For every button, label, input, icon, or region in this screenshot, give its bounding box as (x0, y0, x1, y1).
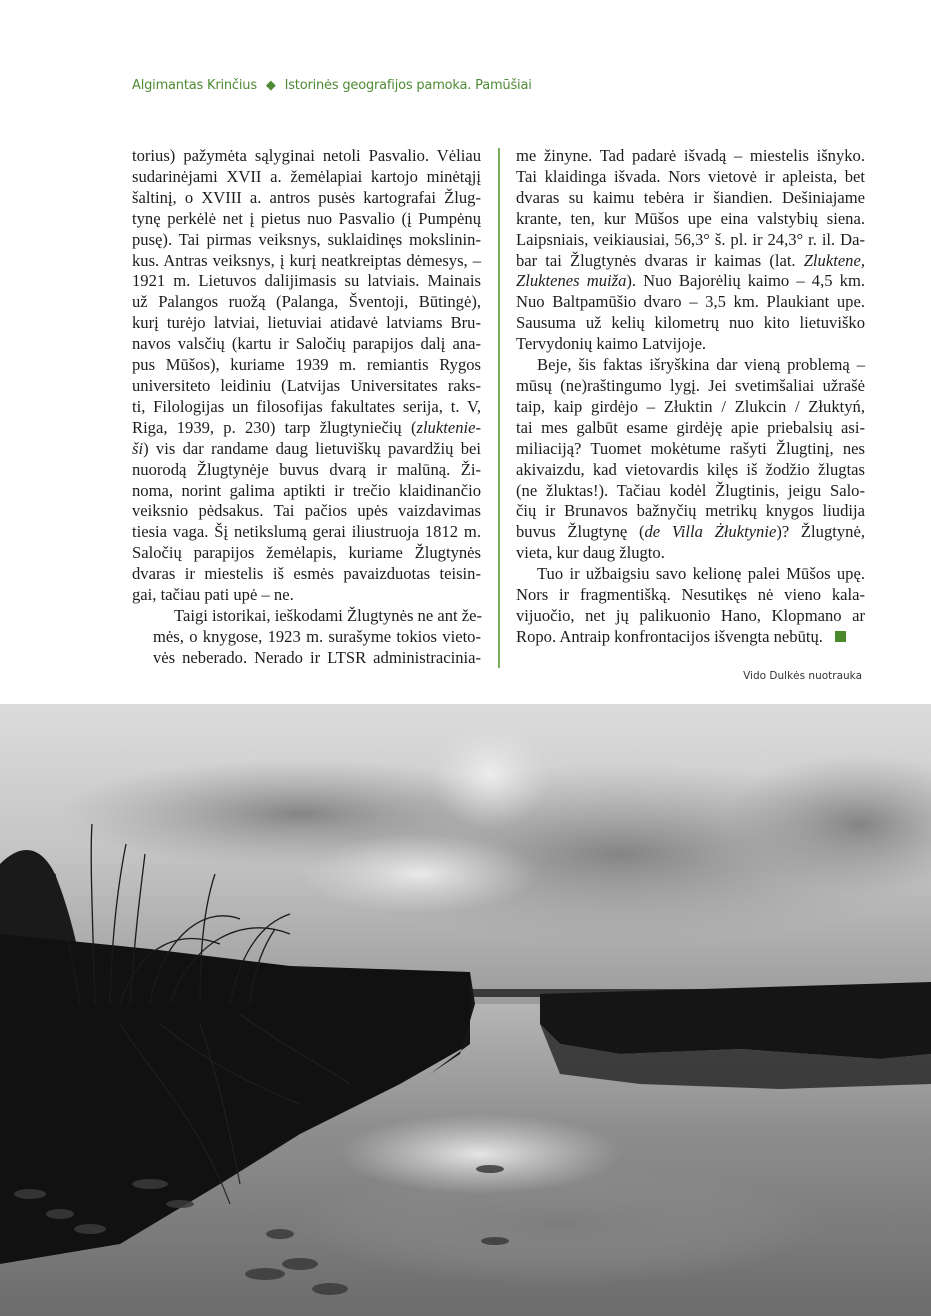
header-author: Algimantas Krinčius (132, 78, 257, 93)
text-line: me žinyne. Tad padarė išvadą – miestelis išnyko. (516, 146, 865, 165)
text-line: Saločių parapijos žemėlapis, kuriame Žlugtynės (132, 543, 481, 563)
text-line: akivaizdu, kad vietovardis kilęs iš žodžio žlugtas (516, 459, 865, 479)
text-line: noma, norint galima aptikti ir trečio klaidinančio (132, 480, 481, 500)
text-line: kus. Antras veiksnys, į kurį neatkreiptas dėmesys, – (132, 250, 481, 270)
text-line: sudarinėjami XVII a. žemėlapiai kartojo minėtąjį (132, 166, 481, 186)
italic-term: de Villa Żłuktynie (644, 522, 777, 542)
text-line: mūsų (ne)raštingumo lygį. Jei svetimšaliai užrašė (516, 375, 865, 395)
text-line: Laipsniais, veikiausiai, 56,3° š. pl. ir 24,3° r. il. Da- (516, 229, 865, 249)
text-line: torius) pažymėta sąlyginai netoli Pasvalio. Vėliau (132, 146, 481, 165)
text-fragment: Riga, 1939, p. 230) tarp žlugtyniečių ( (132, 417, 417, 437)
text-line: (ne žluktas!). Tačiau kodėl Žlugtinis, jeigu Salo- (516, 480, 865, 500)
text-fragment: Ropo. Antraip konfrontacijos išvengta nebūtų. (516, 626, 823, 646)
text-line: universiteto leidiniu (Latvijas Universitates raks- (132, 375, 481, 395)
text-line (132, 439, 481, 460)
paragraph (132, 606, 481, 669)
italic-term: Zluktenes muiža (516, 271, 627, 291)
text-line: navos valsčių (kartu ir Saločių parapijos dalį ana- (132, 334, 481, 354)
text-line: Beje, šis faktas išryškina dar vieną problemą – (537, 355, 865, 375)
right-text-column (516, 146, 865, 648)
text-line: tai mes galbūt esame girdėję apie priebalsių asi- (516, 417, 865, 437)
river-photograph (0, 704, 931, 1316)
text-line: ti, Filologijas un filosofijas fakultates serija, t. V, (132, 396, 481, 416)
text-line (516, 271, 865, 292)
text-line (132, 418, 481, 439)
text-line: veiksnio pėdsakus. Tai pačios upės vaizdavimas (132, 501, 481, 521)
text-line: vijuočio, net jų palikuonio Hano, Klopmano ar (516, 605, 865, 625)
text-line: krante, ten, kur Mūšos upe eina valstybių siena. (516, 208, 865, 228)
text-line: čių ir Brunavos bažnyčių metrikų knygos liudija (516, 501, 865, 521)
italic-term: zluktenie- (416, 417, 481, 437)
paragraph (516, 146, 865, 355)
diamond-separator-icon: ◆ (265, 78, 276, 93)
text-line: Taigi istorikai, ieškodami Žlugtynės ne ant že- (174, 605, 483, 625)
text-fragment: ) vis dar randame daug lietuviškų pavardžių bei (143, 438, 481, 458)
text-line: kurį turėjo latviai, lietuviai atidavė latviams Bru- (132, 313, 481, 333)
text-line: dvaras su kaimu tebėra ir šiandien. Dešiniajame (516, 187, 865, 207)
header-title: Istorinės geografijos pamoka. Pamūšiai (284, 78, 532, 93)
text-line: pus Mūšos), kuriame 1939 m. remiantis Rygos (132, 355, 481, 375)
text-line (516, 251, 865, 272)
text-fragment: )? Žlugtynė, (776, 522, 865, 542)
end-of-article-square-icon (835, 631, 846, 642)
text-fragment: ). Nuo Bajorėlių kaimo – 4,5 km. (626, 271, 865, 291)
text-line: 1921 m. Lietuvos dalijimasis su latviais. Mainais (132, 271, 481, 291)
text-line: nuorodą Žlugtynėje buvus dvarą ir malūną. Ži- (132, 459, 481, 479)
text-line: Nuo Baltpamūšio dvaro – 3,5 km. Plaukiant upe. (516, 292, 865, 312)
text-line: gai, tačiau pati upė – ne. (132, 585, 294, 605)
text-line: Tai klaidinga išvada. Nors vietovė ir apleista, bet (516, 166, 865, 186)
left-text-column (132, 146, 481, 669)
text-line: šaltinį, o XVIII a. antros pusės kartografai Žlug- (132, 187, 481, 207)
text-line: vieta, kur daug žlugto. (516, 543, 665, 563)
text-line: miliaciją? Tuomet mokėtume rašyti Žlugtinį, nes (516, 438, 865, 458)
text-line: Sausuma už kelių kilometrų nuo kito lietuviško (516, 313, 865, 333)
text-line: už Palangos ruožą (Palanga, Šventoji, Būtingė), (132, 292, 481, 312)
text-line: Nors ir fragmentišką. Nesutikęs nė vieno kala- (516, 585, 865, 605)
column-divider (498, 148, 500, 668)
italic-term: Zluktene, (803, 250, 865, 270)
text-line: mės, o knygose, 1923 m. surašyme tokios vieto- (153, 626, 481, 646)
text-line (516, 522, 865, 543)
text-line: dvaras ir miestelis iš esmės pavaizduotas teisin- (132, 564, 481, 584)
text-fragment: buvus Žlugtynę ( (516, 522, 645, 542)
text-line: Tervydonių kaimo Latvijoje. (516, 334, 707, 354)
text-line: Tuo ir užbaigsiu savo kelionę palei Mūšos upę. (537, 564, 865, 584)
italic-term: ši (132, 438, 144, 458)
text-line (516, 627, 865, 648)
text-fragment: bar tai Žlugtynės dvaras ir kaimas (lat. (516, 250, 804, 270)
paragraph (516, 564, 865, 648)
text-line: pusę). Tai pirmas veiksnys, suklaidinęs mokslinin- (132, 229, 481, 249)
text-line: vės neberado. Nerado ir LTSR administracinia- (153, 647, 481, 667)
text-line: tynę perkėlė net į pietus nuo Pasvalio (į Pumpėnų (132, 208, 481, 228)
paragraph (516, 355, 865, 564)
river-landscape-illustration (0, 704, 931, 1316)
paragraph (132, 146, 481, 606)
text-line: tiesia vaga. Šį netikslumą gerai iliustruoja 1812 m. (132, 522, 481, 542)
running-header (132, 78, 532, 93)
text-line: taip, kaip girdėjo – Złuktin / Zlukcin / Złuktyń, (516, 396, 865, 416)
photo-credit: Vido Dulkės nuotrauka (743, 670, 862, 682)
